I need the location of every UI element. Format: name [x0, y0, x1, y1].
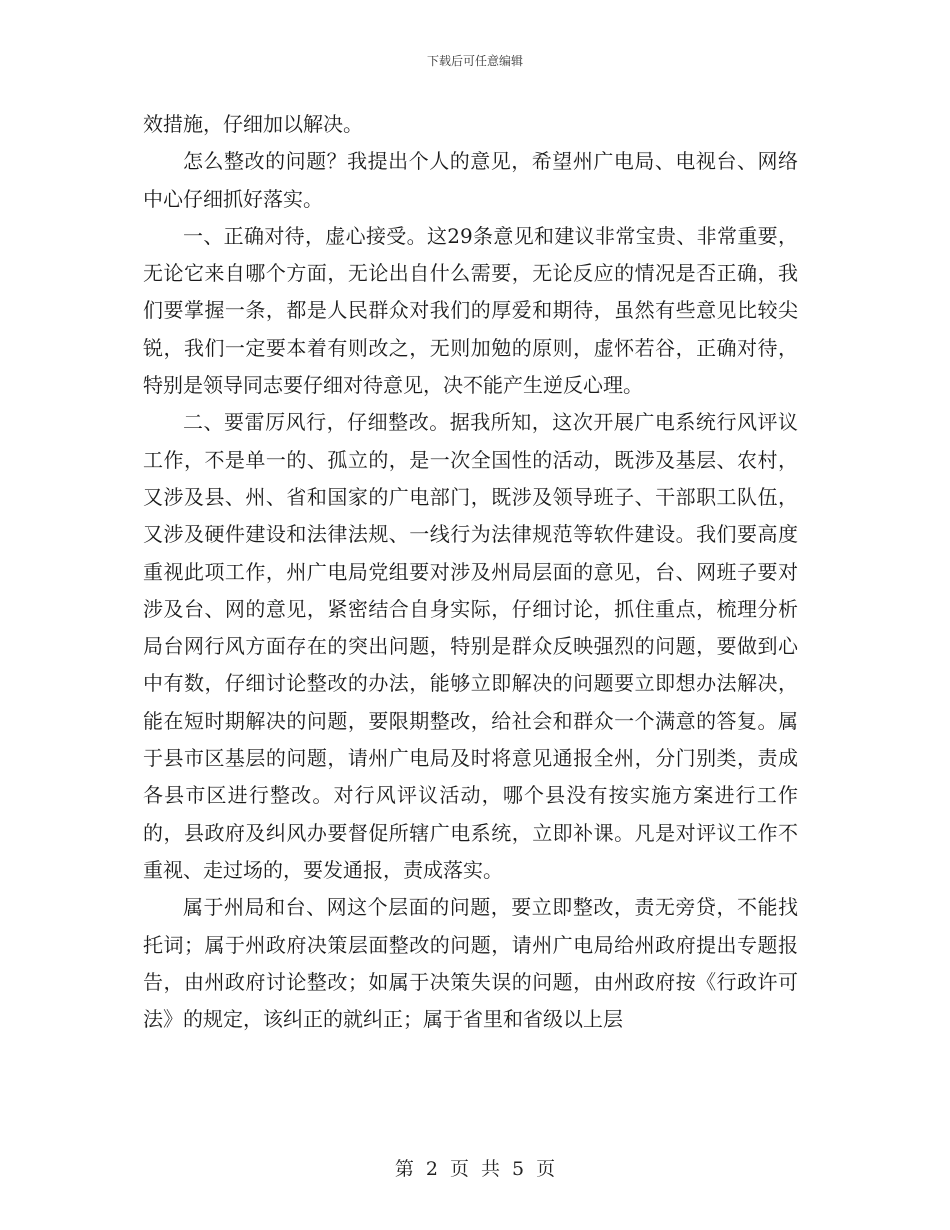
page-number: 第 2 页 共 5 页 [394, 1158, 556, 1180]
paragraph-point-two: 二、要雷厉风行，仔细整改。据我所知，这次开展广电系统行风评议工作，不是单一的、孤立的，是一次全国性的活动，既涉及基层、农村，又涉及县、州、省和国家的广电部门，既涉及领导班子、干部职工队伍，又涉及硬件建设和法律法规、一线行为法律规范等软件建设。我们要高度重视此项工作，州广电局党组要对涉及州局层面的意见，台、网班子要对涉及台、网的意见，紧密结合自身实际，仔细讨论，抓住重点，梳理分析局台网行风方面存在的突出问题，特别是群众反映强烈的问题，要做到心中有数，仔细讨论整改的办法，能够立即解决的问题要立即想办法解决，能在短时期解决的问题，要限期整改，给社会和群众一个满意的答复。属于县市区基层的问题，请州广电局及时将意见通报全州，分门别类，责成各县市区进行整改。对行风评议活动，哪个县没有按实施方案进行工作的，县政府及纠风办要督促所辖广电系统，立即补课。凡是对评议工作不重视、走过场的，要发通报，责成落实。 [143, 410, 798, 882]
paragraph-responsibility: 属于州局和台、网这个层面的问题，要立即整改，责无旁贷，不能找托词；属于州政府决策层面整改的问题，请州广电局给州政府提出专题报告，由州政府讨论整改；如属于决策失误的问题，由州政府按《行政许可法》的规定，该纠正的就纠正；属于省里和省级以上层 [143, 895, 798, 1032]
paragraph-continuation: 效措施，仔细加以解决。 [143, 112, 363, 136]
document-body [143, 106, 798, 1038]
page-header: 下载后可任意编辑 [426, 54, 523, 68]
paragraph-point-one: 一、正确对待，虚心接受。这29条意见和建议非常宝贵、非常重要，无论它来自哪个方面，无论出自什么需要，无论反应的情况是否正确，我们要掌握一条，都是人民群众对我们的厚爱和期待，虽然有些意见比较尖锐，我们一定要本着有则改之，无则加勉的原则，虚怀若谷，正确对待，特别是领导同志要仔细对待意见，决不能产生逆反心理。 [143, 223, 798, 398]
paragraph-intro: 怎么整改的问题？我提出个人的意见，希望州广电局、电视台、网络中心仔细抓好落实。 [143, 149, 798, 211]
